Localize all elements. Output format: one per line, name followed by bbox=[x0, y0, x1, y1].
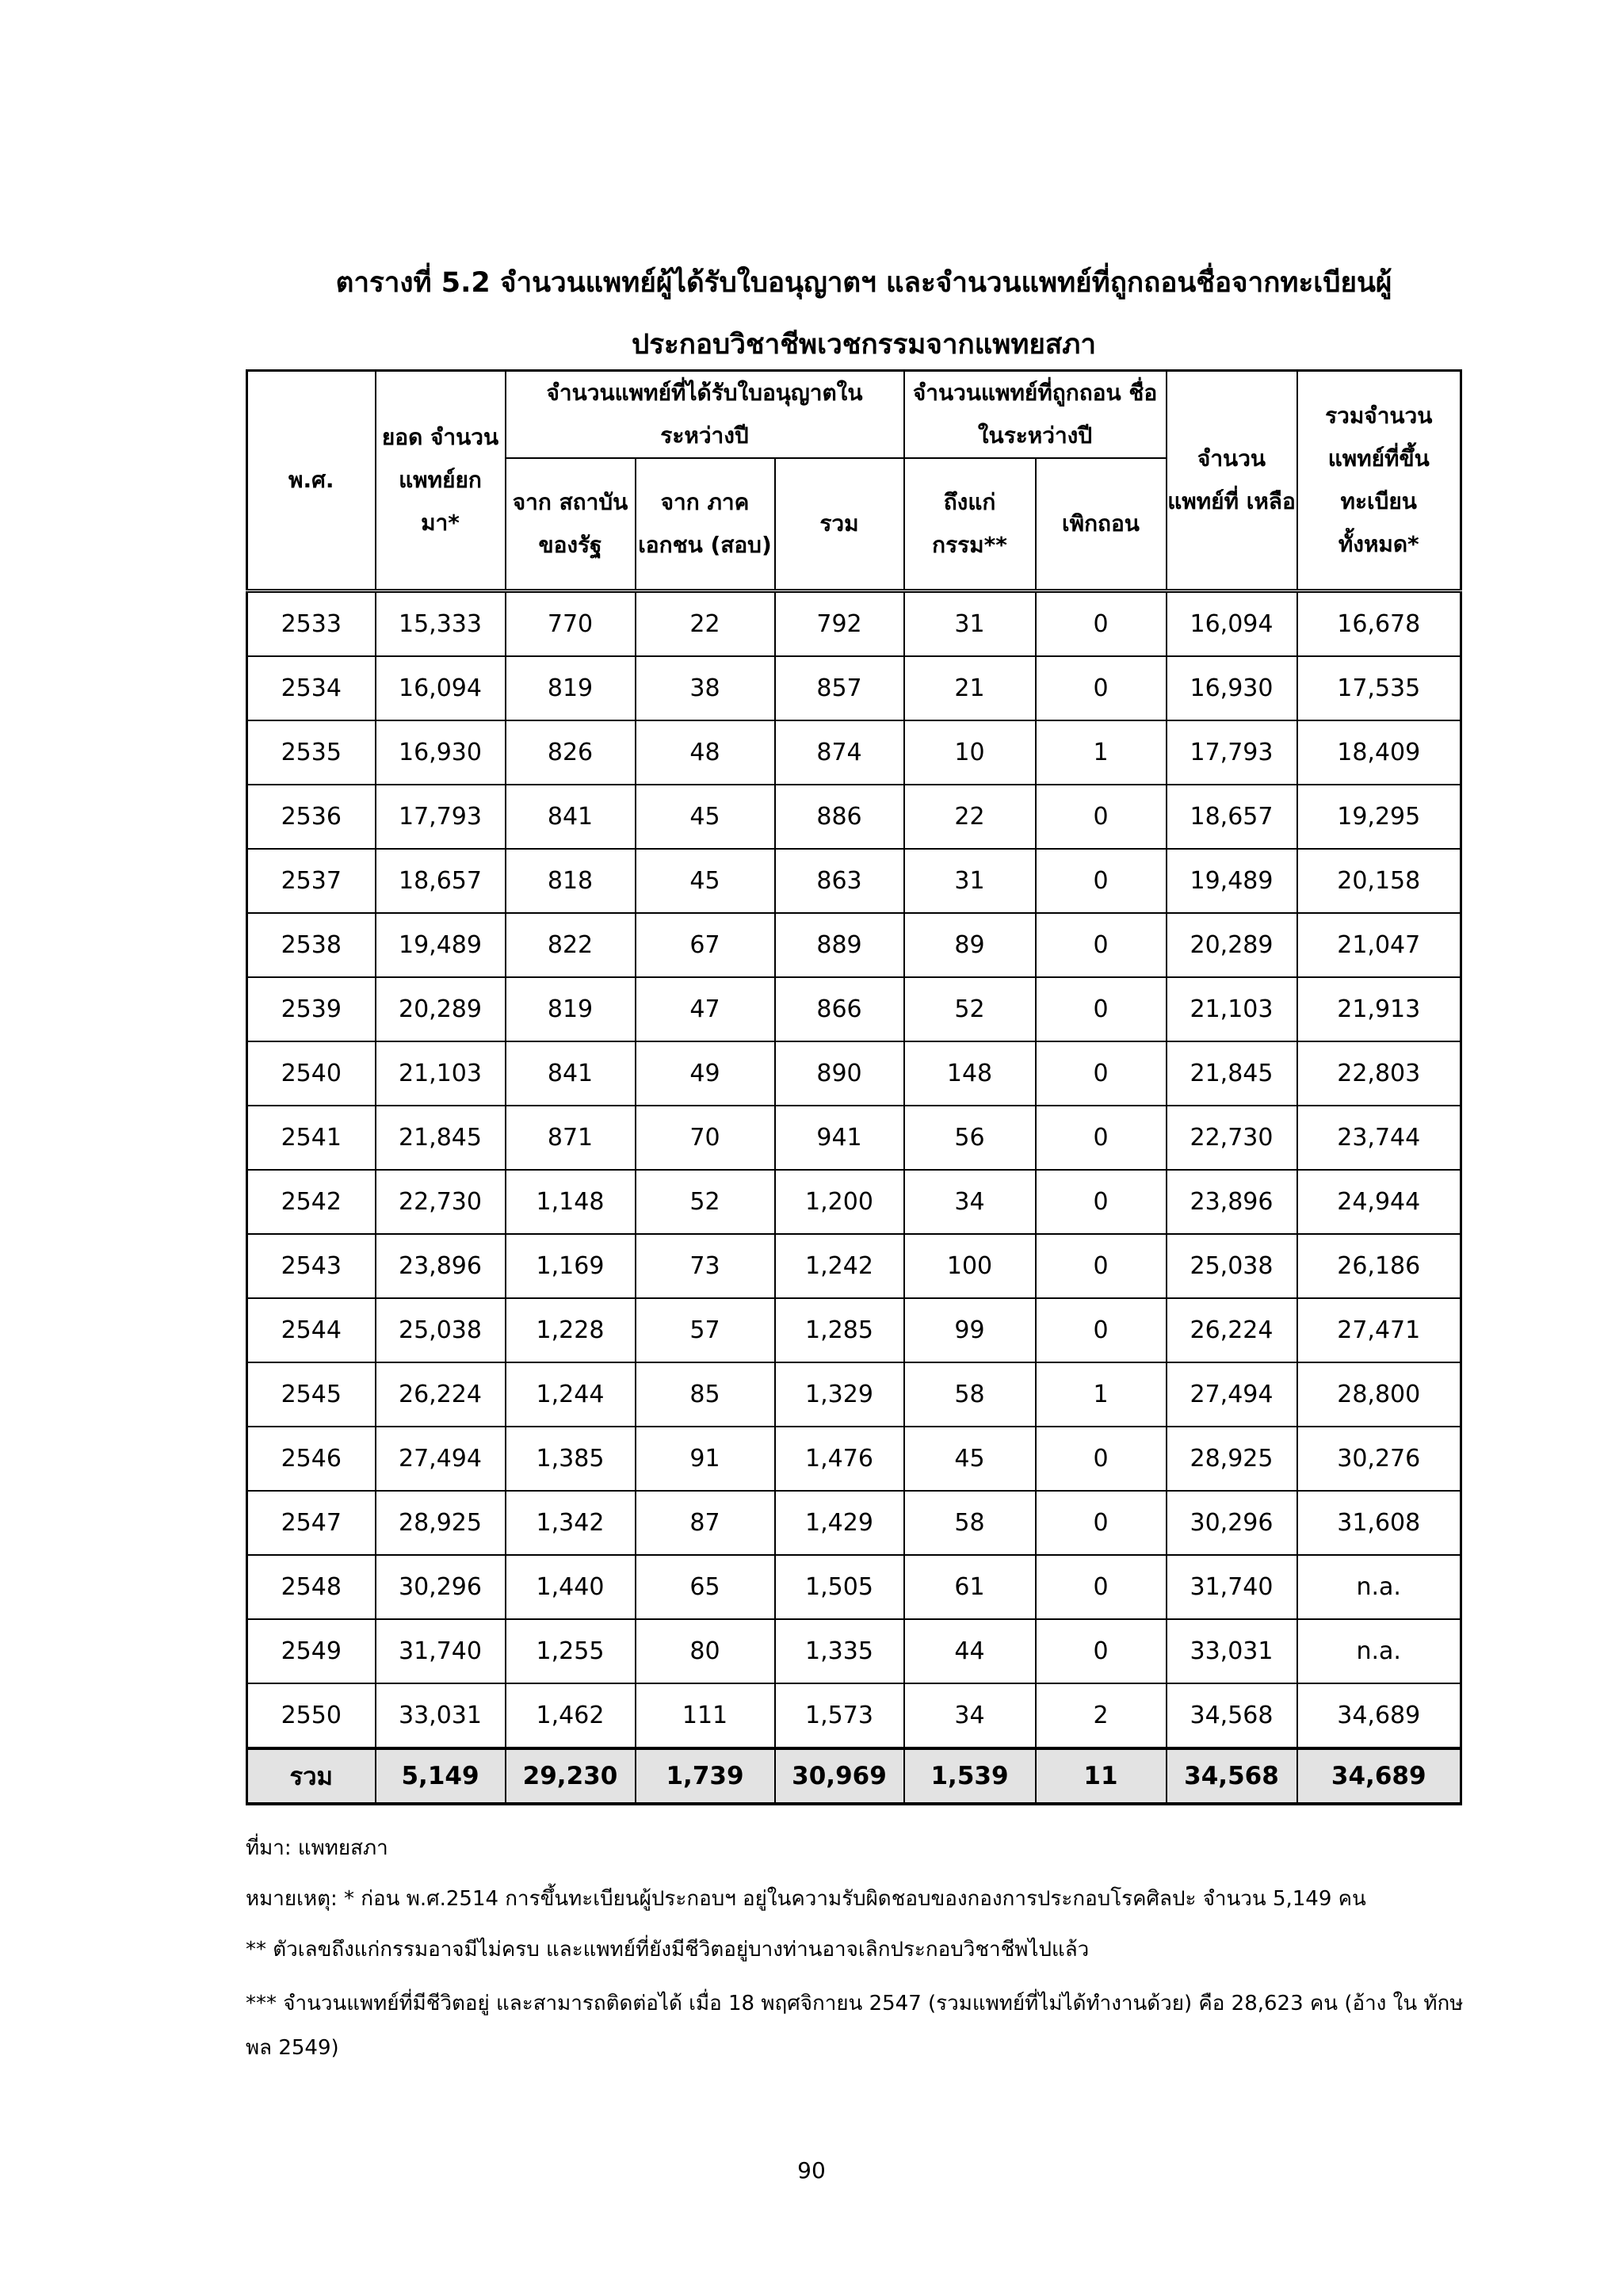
table-cell: 22 bbox=[636, 591, 775, 657]
table-cell: 2537 bbox=[247, 849, 376, 913]
table-cell: 0 bbox=[1036, 1170, 1167, 1234]
table-cell: 2535 bbox=[247, 720, 376, 785]
table-cell: 1,462 bbox=[506, 1683, 636, 1748]
table-cell: 1,169 bbox=[506, 1234, 636, 1298]
table-cell: 26,186 bbox=[1297, 1234, 1461, 1298]
table-cell: 2533 bbox=[247, 591, 376, 657]
table-row bbox=[247, 1170, 1461, 1234]
table-cell: 0 bbox=[1036, 1106, 1167, 1170]
table-cell: n.a. bbox=[1297, 1619, 1461, 1683]
table-cell: 826 bbox=[506, 720, 636, 785]
table-cell: 841 bbox=[506, 1041, 636, 1106]
header-remaining: จำนวน แพทย์ที่ เหลือ bbox=[1167, 371, 1297, 591]
table-cell: 2 bbox=[1036, 1683, 1167, 1748]
table-cell: 866 bbox=[775, 977, 904, 1041]
table-cell: 1,573 bbox=[775, 1683, 904, 1748]
table-cell: 0 bbox=[1036, 1298, 1167, 1362]
table-cell: 1 bbox=[1036, 720, 1167, 785]
table-row bbox=[247, 591, 1461, 657]
table-cell: 20,158 bbox=[1297, 849, 1461, 913]
table-cell: 47 bbox=[636, 977, 775, 1041]
table-cell: 16,094 bbox=[1167, 591, 1297, 657]
table-cell: 863 bbox=[775, 849, 904, 913]
table-cell: 2539 bbox=[247, 977, 376, 1041]
table-cell: 30,276 bbox=[1297, 1427, 1461, 1491]
table-row bbox=[247, 1234, 1461, 1298]
table-cell: 2550 bbox=[247, 1683, 376, 1748]
table-row bbox=[247, 1683, 1461, 1748]
table-cell: 0 bbox=[1036, 1491, 1167, 1555]
table-cell: 1,200 bbox=[775, 1170, 904, 1234]
table-cell: 18,657 bbox=[376, 849, 506, 913]
header-revoked: เพิกถอน bbox=[1036, 458, 1167, 591]
table-cell: 21,845 bbox=[1167, 1041, 1297, 1106]
table-row bbox=[247, 1427, 1461, 1491]
footnote-1: หมายเหตุ: * ก่อน พ.ศ.2514 การขึ้นทะเบียนผู้ประกอบฯ อยู่ในความรับผิดชอบของกองการประกอบโรคศิลปะ จำนวน 5,149 คน bbox=[246, 1887, 1366, 1911]
table-cell: 17,793 bbox=[376, 785, 506, 849]
table-cell: 58 bbox=[904, 1362, 1036, 1427]
table-cell: 87 bbox=[636, 1491, 775, 1555]
table-cell: 2549 bbox=[247, 1619, 376, 1683]
table-cell: 45 bbox=[904, 1427, 1036, 1491]
table-cell: 80 bbox=[636, 1619, 775, 1683]
table-cell: 21,913 bbox=[1297, 977, 1461, 1041]
table-cell: 25,038 bbox=[376, 1298, 506, 1362]
table-cell: 31,740 bbox=[1167, 1555, 1297, 1619]
table-cell: 21,845 bbox=[376, 1106, 506, 1170]
table-title-line-1: ตารางที่ 5.2 จำนวนแพทย์ผู้ได้รับใบอนุญาตฯ และจำนวนแพทย์ที่ถูกถอนชื่อจากทะเบียนผู้ bbox=[335, 267, 1392, 299]
table-row bbox=[247, 1555, 1461, 1619]
table-notes bbox=[246, 1823, 1482, 2070]
table-cell: 34,689 bbox=[1297, 1683, 1461, 1748]
table-cell: 61 bbox=[904, 1555, 1036, 1619]
table-cell: 1,255 bbox=[506, 1619, 636, 1683]
table-cell: 28,800 bbox=[1297, 1362, 1461, 1427]
table-row bbox=[247, 1041, 1461, 1106]
table-row bbox=[247, 1619, 1461, 1683]
header-sum: รวม bbox=[775, 458, 904, 591]
total-cell: 1,539 bbox=[904, 1748, 1036, 1804]
table-cell: 27,494 bbox=[1167, 1362, 1297, 1427]
table-cell: 0 bbox=[1036, 591, 1167, 657]
table-cell: 10 bbox=[904, 720, 1036, 785]
table-cell: 1,429 bbox=[775, 1491, 904, 1555]
table-cell: 2538 bbox=[247, 913, 376, 977]
total-cell: 34,568 bbox=[1167, 1748, 1297, 1804]
table-cell: 31,740 bbox=[376, 1619, 506, 1683]
table-cell: 2546 bbox=[247, 1427, 376, 1491]
header-total-registered: รวมจำนวน แพทย์ที่ขึ้น ทะเบียน ทั้งหมด* bbox=[1297, 371, 1461, 591]
table-cell: 1 bbox=[1036, 1362, 1167, 1427]
header-from-private: จาก ภาคเอกชน (สอบ) bbox=[636, 458, 775, 591]
table-cell: 890 bbox=[775, 1041, 904, 1106]
table-cell: 2536 bbox=[247, 785, 376, 849]
table-cell: 17,535 bbox=[1297, 656, 1461, 720]
table-cell: 34,568 bbox=[1167, 1683, 1297, 1748]
source-note: ที่มา: แพทยสภา bbox=[246, 1836, 388, 1860]
table-cell: 38 bbox=[636, 656, 775, 720]
table-body bbox=[247, 591, 1461, 1749]
table-row bbox=[247, 1362, 1461, 1427]
table-cell: 0 bbox=[1036, 656, 1167, 720]
header-carried-forward: ยอด จำนวน แพทย์ยก มา* bbox=[376, 371, 506, 591]
table-cell: 19,295 bbox=[1297, 785, 1461, 849]
total-cell: 1,739 bbox=[636, 1748, 775, 1804]
table-row bbox=[247, 1106, 1461, 1170]
total-cell: 34,689 bbox=[1297, 1748, 1461, 1804]
table-cell: 0 bbox=[1036, 977, 1167, 1041]
table-cell: 18,409 bbox=[1297, 720, 1461, 785]
table-cell: 0 bbox=[1036, 913, 1167, 977]
table-cell: 45 bbox=[636, 785, 775, 849]
table-cell: 874 bbox=[775, 720, 904, 785]
table-cell: 1,242 bbox=[775, 1234, 904, 1298]
table-cell: 2541 bbox=[247, 1106, 376, 1170]
table-cell: 26,224 bbox=[1167, 1298, 1297, 1362]
table-cell: 15,333 bbox=[376, 591, 506, 657]
table-cell: 941 bbox=[775, 1106, 904, 1170]
total-cell: 5,149 bbox=[376, 1748, 506, 1804]
table-cell: 871 bbox=[506, 1106, 636, 1170]
table-cell: 889 bbox=[775, 913, 904, 977]
physician-statistics-table bbox=[246, 369, 1462, 1805]
table-cell: 89 bbox=[904, 913, 1036, 977]
table-cell: 1,505 bbox=[775, 1555, 904, 1619]
table-cell: 0 bbox=[1036, 785, 1167, 849]
table-cell: 1,335 bbox=[775, 1619, 904, 1683]
table-cell: 67 bbox=[636, 913, 775, 977]
page-number: 90 bbox=[797, 2157, 826, 2183]
table-cell: 17,793 bbox=[1167, 720, 1297, 785]
table-cell: 818 bbox=[506, 849, 636, 913]
table-cell: 21,103 bbox=[1167, 977, 1297, 1041]
table-cell: 34 bbox=[904, 1170, 1036, 1234]
table-cell: 85 bbox=[636, 1362, 775, 1427]
table-cell: 48 bbox=[636, 720, 775, 785]
table-cell: 1,476 bbox=[775, 1427, 904, 1491]
table-cell: 45 bbox=[636, 849, 775, 913]
table-title-line-2: ประกอบวิชาชีพเวชกรรมจากแพทยสภา bbox=[631, 329, 1096, 361]
table-cell: 841 bbox=[506, 785, 636, 849]
table-cell: 16,678 bbox=[1297, 591, 1461, 657]
table-row bbox=[247, 656, 1461, 720]
table-cell: 1,342 bbox=[506, 1491, 636, 1555]
table-cell: 24,944 bbox=[1297, 1170, 1461, 1234]
table-cell: 33,031 bbox=[1167, 1619, 1297, 1683]
table-cell: 2548 bbox=[247, 1555, 376, 1619]
table-cell: 2534 bbox=[247, 656, 376, 720]
table-cell: 27,494 bbox=[376, 1427, 506, 1491]
total-row bbox=[247, 1748, 1461, 1804]
table-row bbox=[247, 785, 1461, 849]
table-cell: 1,285 bbox=[775, 1298, 904, 1362]
total-cell: 11 bbox=[1036, 1748, 1167, 1804]
table-cell: 99 bbox=[904, 1298, 1036, 1362]
table-cell: 1,329 bbox=[775, 1362, 904, 1427]
table-cell: 91 bbox=[636, 1427, 775, 1491]
table-cell: 1,228 bbox=[506, 1298, 636, 1362]
table-cell: 27,471 bbox=[1297, 1298, 1461, 1362]
footnote-2: ** ตัวเลขถึงแก่กรรมอาจมีไม่ครบ และแพทย์ที่ยังมีชีวิตอยู่บางท่านอาจเลิกประกอบวิชาชีพไปแล้ว bbox=[246, 1938, 1090, 1962]
table-cell: 2545 bbox=[247, 1362, 376, 1427]
table-cell: 57 bbox=[636, 1298, 775, 1362]
table-cell: 26,224 bbox=[376, 1362, 506, 1427]
table-cell: 1,244 bbox=[506, 1362, 636, 1427]
table-cell: 30,296 bbox=[376, 1555, 506, 1619]
table-cell: 2540 bbox=[247, 1041, 376, 1106]
table-row bbox=[247, 977, 1461, 1041]
header-removed-group: จำนวนแพทย์ที่ถูกถอน ชื่อในระหว่างปี bbox=[904, 371, 1167, 459]
table-row bbox=[247, 913, 1461, 977]
table-cell: 20,289 bbox=[376, 977, 506, 1041]
table-cell: 111 bbox=[636, 1683, 775, 1748]
total-cell: 29,230 bbox=[506, 1748, 636, 1804]
table-cell: 34 bbox=[904, 1683, 1036, 1748]
table-cell: 2542 bbox=[247, 1170, 376, 1234]
total-cell: รวม bbox=[247, 1748, 376, 1804]
table-cell: 22 bbox=[904, 785, 1036, 849]
table-cell: 21 bbox=[904, 656, 1036, 720]
table-cell: 16,930 bbox=[1167, 656, 1297, 720]
footnote-3: *** จำนวนแพทย์ที่มีชีวิตอยู่ และสามารถติดต่อได้ เมื่อ 18 พฤศจิกายน 2547 (รวมแพทย์ที่ไม่ได้ทำงานด้วย) คือ 28,623 คน (อ้าง ใน ทักษพล 2549) bbox=[246, 1992, 1464, 2060]
table-cell: 21,103 bbox=[376, 1041, 506, 1106]
table-cell: 0 bbox=[1036, 849, 1167, 913]
table-cell: 18,657 bbox=[1167, 785, 1297, 849]
table-cell: 1,148 bbox=[506, 1170, 636, 1234]
header-year: พ.ศ. bbox=[247, 371, 376, 591]
table-cell: 52 bbox=[636, 1170, 775, 1234]
table-cell: 23,896 bbox=[376, 1234, 506, 1298]
table-row bbox=[247, 1491, 1461, 1555]
table-cell: 28,925 bbox=[376, 1491, 506, 1555]
table-cell: n.a. bbox=[1297, 1555, 1461, 1619]
table-row bbox=[247, 720, 1461, 785]
table-cell: 819 bbox=[506, 656, 636, 720]
table-cell: 65 bbox=[636, 1555, 775, 1619]
table-cell: 2547 bbox=[247, 1491, 376, 1555]
table-cell: 16,930 bbox=[376, 720, 506, 785]
table-cell: 857 bbox=[775, 656, 904, 720]
table-cell: 22,730 bbox=[1167, 1106, 1297, 1170]
table-row bbox=[247, 1298, 1461, 1362]
total-cell: 30,969 bbox=[775, 1748, 904, 1804]
table-cell: 770 bbox=[506, 591, 636, 657]
table-cell: 20,289 bbox=[1167, 913, 1297, 977]
table-cell: 44 bbox=[904, 1619, 1036, 1683]
table-title bbox=[238, 252, 1490, 376]
header-deceased: ถึงแก่ กรรม** bbox=[904, 458, 1036, 591]
table-cell: 52 bbox=[904, 977, 1036, 1041]
table-cell: 23,896 bbox=[1167, 1170, 1297, 1234]
table-cell: 25,038 bbox=[1167, 1234, 1297, 1298]
table-cell: 28,925 bbox=[1167, 1427, 1297, 1491]
table-cell: 22,730 bbox=[376, 1170, 506, 1234]
table-row bbox=[247, 849, 1461, 913]
table-cell: 19,489 bbox=[376, 913, 506, 977]
table-cell: 56 bbox=[904, 1106, 1036, 1170]
table-cell: 73 bbox=[636, 1234, 775, 1298]
table-cell: 19,489 bbox=[1167, 849, 1297, 913]
table-cell: 31 bbox=[904, 591, 1036, 657]
table-cell: 33,031 bbox=[376, 1683, 506, 1748]
table-cell: 819 bbox=[506, 977, 636, 1041]
table-cell: 23,744 bbox=[1297, 1106, 1461, 1170]
table-cell: 0 bbox=[1036, 1041, 1167, 1106]
table-cell: 0 bbox=[1036, 1619, 1167, 1683]
table-cell: 2543 bbox=[247, 1234, 376, 1298]
table-cell: 30,296 bbox=[1167, 1491, 1297, 1555]
table-cell: 886 bbox=[775, 785, 904, 849]
table-cell: 70 bbox=[636, 1106, 775, 1170]
header-licensed-group: จำนวนแพทย์ที่ได้รับใบอนุญาตใน ระหว่างปี bbox=[506, 371, 904, 459]
table-cell: 1,440 bbox=[506, 1555, 636, 1619]
table-cell: 31,608 bbox=[1297, 1491, 1461, 1555]
table-cell: 822 bbox=[506, 913, 636, 977]
table-cell: 58 bbox=[904, 1491, 1036, 1555]
table-cell: 0 bbox=[1036, 1555, 1167, 1619]
table-cell: 792 bbox=[775, 591, 904, 657]
table-cell: 49 bbox=[636, 1041, 775, 1106]
table-cell: 22,803 bbox=[1297, 1041, 1461, 1106]
table-cell: 1,385 bbox=[506, 1427, 636, 1491]
table-cell: 0 bbox=[1036, 1234, 1167, 1298]
table-cell: 16,094 bbox=[376, 656, 506, 720]
table-cell: 2544 bbox=[247, 1298, 376, 1362]
table-cell: 100 bbox=[904, 1234, 1036, 1298]
table-cell: 0 bbox=[1036, 1427, 1167, 1491]
table-cell: 31 bbox=[904, 849, 1036, 913]
header-from-state: จาก สถาบัน ของรัฐ bbox=[506, 458, 636, 591]
table-cell: 21,047 bbox=[1297, 913, 1461, 977]
table-cell: 148 bbox=[904, 1041, 1036, 1106]
